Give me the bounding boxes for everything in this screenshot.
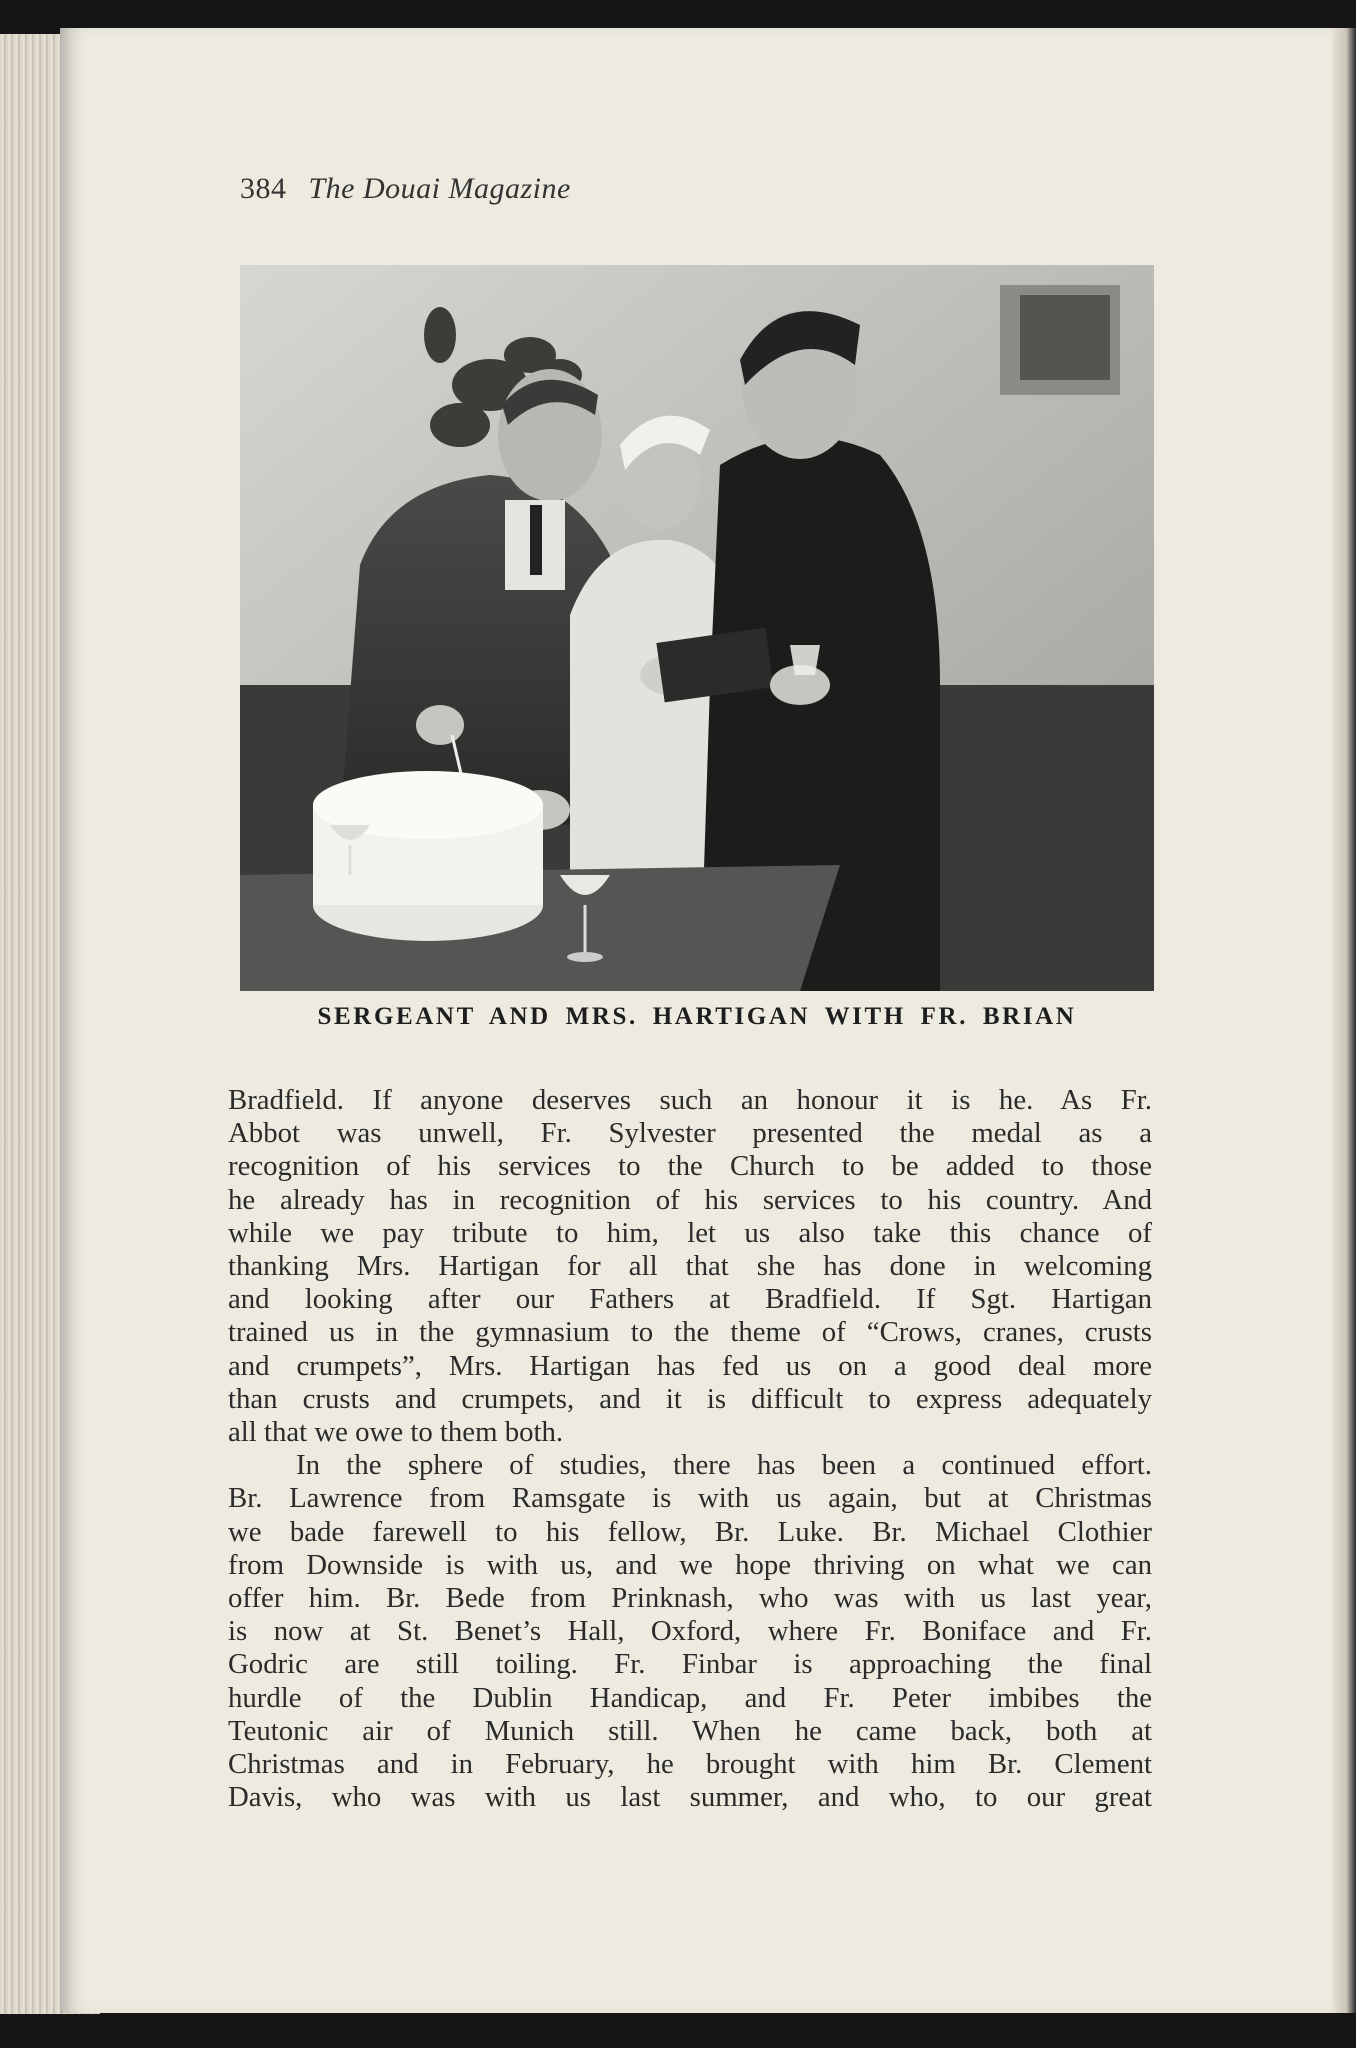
- text-line: In the sphere of studies, there has been a continued effort.: [296, 1449, 1152, 1482]
- text-line: while we pay tribute to him, let us also take this chance of: [228, 1216, 1152, 1249]
- magazine-title: The Douai Magazine: [308, 172, 571, 205]
- text-line: trained us in the gymnasium to the theme of “Crows, cranes, crusts: [228, 1316, 1152, 1349]
- text-line: Br. Lawrence from Ramsgate is with us again, but at Christmas: [228, 1482, 1152, 1515]
- paragraph-2: [228, 1449, 1152, 1814]
- text-line: we bade farewell to his fellow, Br. Luke. Br. Michael Clothier: [228, 1515, 1152, 1548]
- text-line: than crusts and crumpets, and it is difficult to express adequately: [228, 1382, 1152, 1415]
- text-line: offer him. Br. Bede from Prinknash, who was with us last year,: [228, 1582, 1152, 1615]
- text-line: hurdle of the Dublin Handicap, and Fr. Peter imbibes the: [228, 1681, 1152, 1714]
- paragraph-1: [228, 1084, 1152, 1449]
- photograph-illustration: [240, 265, 1154, 991]
- text-line: thanking Mrs. Hartigan for all that she has done in welcoming: [228, 1250, 1152, 1283]
- text-line: Christmas and in February, he brought with him Br. Clement: [228, 1748, 1152, 1781]
- photograph: [240, 265, 1154, 991]
- photo-caption: SERGEANT AND MRS. HARTIGAN WITH FR. BRIAN: [317, 1003, 1077, 1030]
- text-line: all that we owe to them both.: [228, 1416, 564, 1449]
- text-line: recognition of his services to the Church to be added to those: [228, 1150, 1152, 1183]
- text-line: Abbot was unwell, Fr. Sylvester presented the medal as a: [228, 1117, 1152, 1150]
- text-line: Bradfield. If anyone deserves such an honour it is he. As Fr.: [228, 1084, 1152, 1116]
- text-line: is now at St. Benet’s Hall, Oxford, where Fr. Boniface and Fr.: [228, 1615, 1152, 1648]
- right-page-edge: [1332, 28, 1356, 2013]
- page-number: 384: [240, 172, 287, 205]
- text-line: he already has in recognition of his services to his country. And: [228, 1183, 1152, 1216]
- text-line: Teutonic air of Munich still. When he came back, both at: [228, 1714, 1152, 1747]
- text-line: Godric are still toiling. Fr. Finbar is approaching the final: [228, 1648, 1152, 1681]
- text-line: and crumpets”, Mrs. Hartigan has fed us on a good deal more: [228, 1349, 1152, 1382]
- running-head: [240, 172, 571, 206]
- text-line: from Downside is with us, and we hope thriving on what we can: [228, 1548, 1152, 1581]
- text-line: and looking after our Fathers at Bradfield. If Sgt. Hartigan: [228, 1283, 1152, 1316]
- text-line: Davis, who was with us last summer, and who, to our great: [228, 1781, 1152, 1814]
- article-body: [228, 1084, 1152, 1814]
